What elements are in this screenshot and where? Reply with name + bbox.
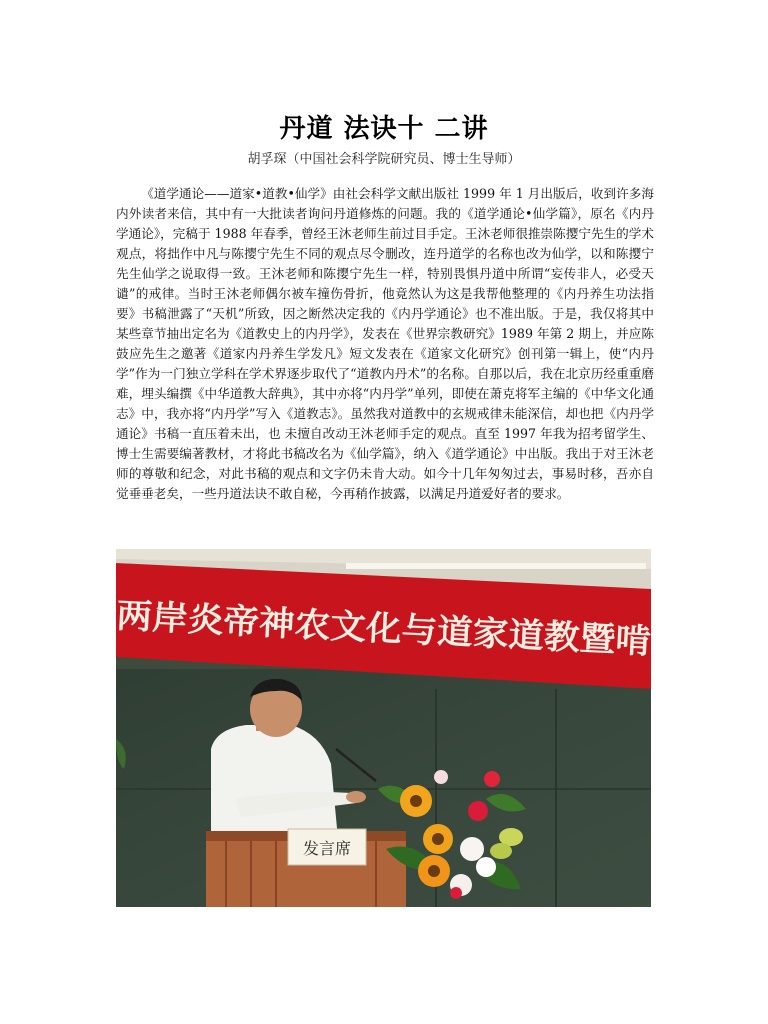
body-paragraph: 《道学通论——道家•道教•仙学》由社会科学文献出版社 1999 年 1 月出版后，收到许多海内外读者来信，其中有一大批读者询问丹道修炼的问题。我的《道学通论•仙学篇》，原名《内丹学通论》，完稿于 1988 年春季，曾经王沐老师生前过目手定。王沐老师很推崇陈撄宁先生的学术观点，将拙作中凡与陈撄宁先生不同的观点尽令删改，连丹道学的名称也改为仙学，以和陈撄宁先生仙学之说取得一致。王沐老师和陈撄宁先生一样，特别畏惧丹道中所谓“妄传非人，必受天谴”的戒律。当时王沐老师偶尔被车撞伤骨折，他竟然认为这是我帮他整理的《内丹养生功法指要》书稿泄露了“天机”所致，因之断然决定我的《内丹学通论》也不准出版。于是，我仅将其中某些章节抽出定名为《道教史上的内丹学》，发表在《世界宗教研究》1989 年第 2 期上，并应陈鼓应先生之邀著《道家内丹养生学发凡》短文发表在《道家文化研究》创刊第一辑上，使“内丹学”作为一门独立学科在学术界逐步取代了“道教内丹术”的名称。自那以后，我在北京历经重重磨难，埋头编撰《中华道教大辞典》，其中亦将“内丹学”单列，即使在萧克将军主编的《中华文化通志》中，我亦将“内丹学”写入《道教志》。虽然我对道教中的玄规戒律未能深信，却也把《内丹学通论》书稿一直压着未出，也 未擅自改动王沐老师手定的观点。直至 1997 年我为招考留学生、博士生需要编著教材，才将此书稿改名为《仙学篇》，纳入《道学通论》中出版。我出于对王沐老师的尊敬和纪念，对此书稿的观点和文字仍未肯大动。如今十几年匆匆过去，事易时移，吾亦自觉垂垂老矣，一些丹道法诀不敢自秘，今再稍作披露，以满足丹道爱好者的要求。 — [116, 186, 654, 501]
document-title: 丹道 法诀十 二讲 — [279, 114, 489, 144]
document-subtitle: 胡孚琛（中国社会科学院研究员、博士生导师） — [247, 152, 521, 167]
banner-text: 两岸炎帝神农文化与道家道教暨啃 — [116, 596, 627, 661]
podium-sign-text: 发言席 — [302, 839, 352, 858]
event-photo — [116, 549, 651, 907]
photo-illustration — [116, 549, 651, 907]
